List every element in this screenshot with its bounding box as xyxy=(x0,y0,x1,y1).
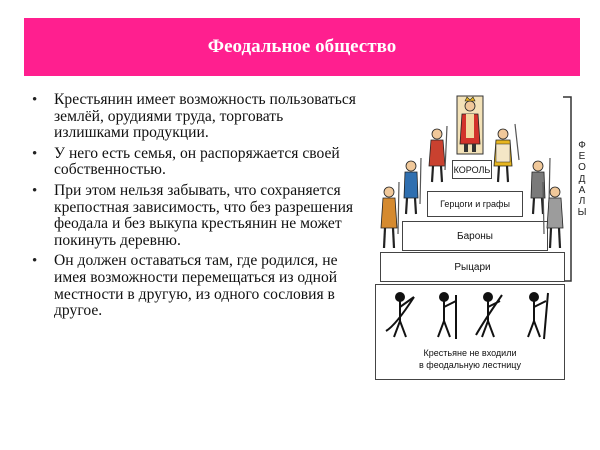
bullet-item xyxy=(30,146,360,179)
bullet-text: При этом нельзя забывать, что сохраняется крепостная зависимость, что без разрешения феодала и без выкупа крестьянин не может покинуть деревню. xyxy=(54,181,354,249)
side-letter: Л xyxy=(578,196,586,208)
side-letter: Е xyxy=(578,151,586,163)
title-bar xyxy=(24,18,580,76)
side-letter: Ы xyxy=(577,207,587,219)
bullet-item xyxy=(30,253,360,319)
bullet-dot-icon: • xyxy=(32,145,38,162)
side-letter: А xyxy=(578,184,586,196)
bullet-text: Он должен оставаться там, где родился, не имея возможности перемещаться из одной местности в другую, из одного сословия в другое. xyxy=(54,252,338,320)
bullet-dot-icon: • xyxy=(32,253,38,270)
tier-knights-label: Рыцари xyxy=(454,261,491,273)
side-letter: Ф xyxy=(578,140,586,151)
tier-peasants-label-line2: в феодальную лестницу xyxy=(419,360,521,370)
feudals-side-label xyxy=(575,140,589,218)
tier-barons-label: Бароны xyxy=(457,230,493,242)
tier-king-label: КОРОЛЬ xyxy=(453,164,491,175)
bullet-dot-icon: • xyxy=(32,182,38,199)
knights-figures-icon xyxy=(375,182,575,258)
tier-knights xyxy=(380,252,565,282)
bullet-item xyxy=(30,92,360,142)
bullet-dot-icon: • xyxy=(32,92,38,108)
bullet-text: Крестьянин имеет возможность пользоваться землёй, орудиями труда, торговать излишками продукции. xyxy=(54,91,356,142)
bullet-text: У него есть семья, он распоряжается своей собственностью. xyxy=(54,144,340,179)
tier-peasants xyxy=(375,284,565,380)
feudal-pyramid-diagram xyxy=(375,90,590,380)
bullet-item xyxy=(30,183,360,249)
side-letter: Д xyxy=(578,173,586,185)
slide-title: Феодальное общество xyxy=(207,36,397,57)
tier-dukes-label: Герцоги и графы xyxy=(440,199,510,209)
side-letter: О xyxy=(578,162,586,174)
bullet-list xyxy=(30,92,360,324)
peasants-figures-icon xyxy=(384,291,560,343)
tier-peasants-label-line1: Крестьяне не входили xyxy=(423,348,517,358)
